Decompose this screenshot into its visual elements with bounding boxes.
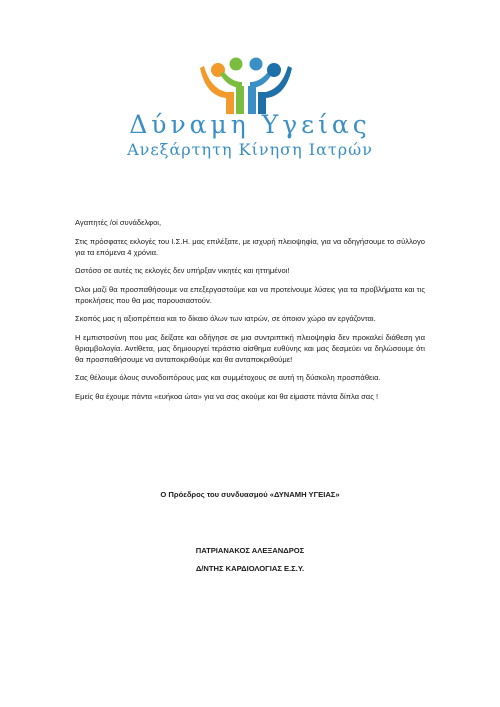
paragraph-5: Η εμπιστοσύνη που μας δείξατε και οδήγησε σε μια συντριπτική πλειοψηφία δεν προκαλεί διάθεση για θριαμβολογία. Αντίθετα, μας δημιουργεί τεράστιο αίσθημα ευθύνης και μας δεσμεύει να δηλώσουμε ότι θα προσπαθήσουμε να ανταποκριθούμε και θα ανταποκριθούμε! bbox=[75, 332, 425, 364]
signature-name: ΠΑΤΡΙΑΝΑΚΟΣ ΑΛΕΞΑΝΔΡΟΣ bbox=[195, 546, 305, 555]
letter-body bbox=[75, 217, 425, 409]
signature-title: Δ/ΝΤΗΣ ΚΑΡΔΙΟΛΟΓΙΑΣ Ε.Σ.Υ. bbox=[195, 564, 305, 573]
logo bbox=[0, 0, 500, 170]
paragraph-6: Σας θέλουμε όλους συνοδοιπόρους μας και συμμέτοχους σε αυτή τη δύσκολη προσπάθεια. bbox=[75, 373, 381, 382]
paragraph-3: Όλοι μαζί θα προσπαθήσουμε να επεξεργαστούμε και να προτείνουμε λύσεις για τα προβλήματα και τις προκλήσεις που θα μας παρουσιαστούν. bbox=[75, 284, 425, 305]
signature-role: Ο Πρόεδρος του συνδυασμού «ΔΥΝΑΜΗ ΥΓΕΙΑΣ» bbox=[160, 490, 340, 499]
logo-title: Δύναμη Υγείας bbox=[129, 110, 371, 139]
people-logo-icon bbox=[196, 52, 296, 117]
paragraph-7: Εμείς θα έχουμε πάντα «ευήκοα ώτα» για να σας ακούμε και θα είμαστε πάντα δίπλα σας ! bbox=[75, 391, 379, 401]
salutation: Αγαπητές /οί συνάδελφοι, bbox=[75, 218, 162, 227]
paragraph-4: Σκοπός μας η αξιοπρέπεια και το δίκαιο όλων των ιατρών, σε όποιον χώρο αν εργάζονται. bbox=[75, 314, 376, 323]
logo-subtitle: Ανεξάρτητη Κίνηση Ιατρών bbox=[127, 140, 373, 159]
paragraph-1: Στις πρόσφατες εκλογές του Ι.Σ.Η. μας επιλέξατε, με ισχυρή πλειοψηφία, για να οδηγήσουμε το σύλλογο για τα επόμενα 4 χρόνια. bbox=[75, 236, 425, 257]
paragraph-2: Ωστόσο σε αυτές τις εκλογές δεν υπήρξαν νικητές και ηττημένοι! bbox=[75, 266, 290, 275]
